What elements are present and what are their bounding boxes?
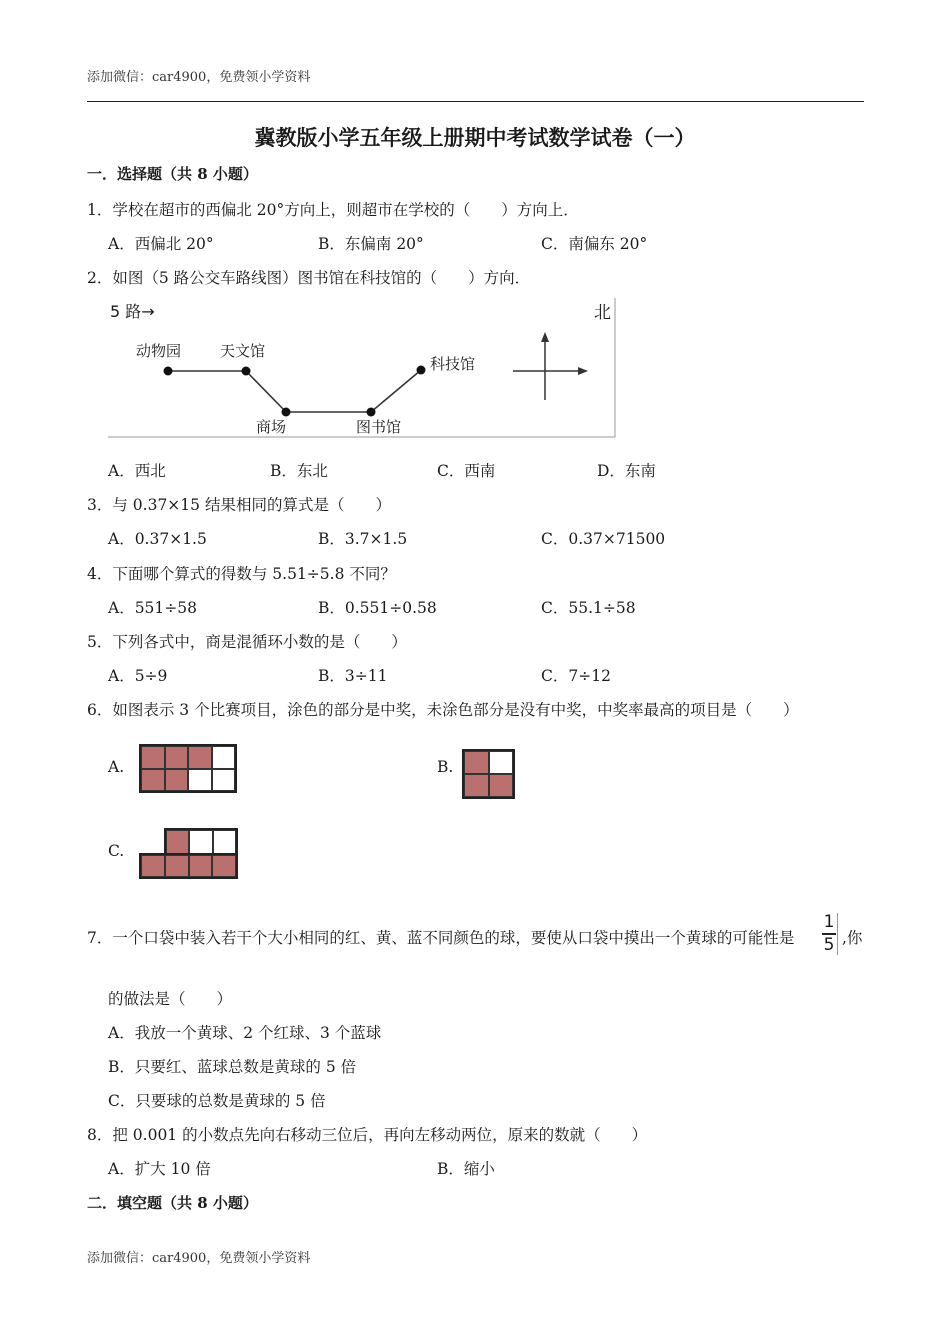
figure-c-cell [166, 830, 189, 855]
figure-a-cell [212, 746, 236, 769]
figure-a-grid [139, 744, 237, 793]
q2-option-c: C．西南 [437, 462, 496, 480]
figure-a-cell [188, 769, 212, 792]
q1-option-c: C．南偏东 20° [541, 235, 648, 253]
question-2: 2．如图（5 路公交车路线图）图书馆在科技馆的（ ）方向． [87, 269, 531, 287]
figure-b-cell [489, 751, 514, 774]
fraction-denominator: 5 [823, 935, 835, 955]
figure-b-cell [464, 751, 489, 774]
figure-c-cell [189, 855, 213, 877]
question-7-tail: ,你 [842, 929, 863, 947]
question-1: 1．学校在超市的西偏北 20°方向上，则超市在学校的（ ）方向上． [87, 201, 579, 219]
figure-a-cell [212, 769, 236, 792]
question-6: 6．如图表示 3 个比赛项目，涂色的部分是中奖，未涂色部分是没有中奖，中奖率最高的项目是（ ） [87, 701, 799, 719]
stop-dot-observatory [242, 367, 251, 376]
figure-c-cell [165, 855, 189, 877]
question-4: 4．下面哪个算式的得数与 5.51÷5.8 不同？ [87, 565, 396, 583]
q3-option-c: C．0.37×71500 [541, 530, 666, 548]
figure-c-cell [212, 855, 236, 877]
q6-option-a: A. [108, 758, 125, 776]
q4-option-a: A．551÷58 [108, 599, 197, 617]
figure-b-cell [464, 774, 489, 797]
q6-option-b: B. [437, 758, 454, 776]
q8-option-a: A．扩大 10 倍 [108, 1160, 211, 1178]
page-footer: 添加微信：car4900，免费领小学资料 [87, 1251, 311, 1266]
q3-option-a: A．0.37×1.5 [108, 530, 207, 548]
q5-option-b: B．3÷11 [318, 667, 388, 685]
q8-option-b: B．缩小 [437, 1160, 495, 1178]
figure-c-cell [189, 830, 212, 855]
q5-option-a: A．5÷9 [108, 667, 168, 685]
question-8: 8．把 0.001 的小数点先向右移动三位后，再向左移动两位，原来的数就（ ） [87, 1126, 648, 1144]
figure-b-cell [489, 774, 514, 797]
stop-label-mall: 商场 [256, 418, 287, 436]
stop-label-science-museum: 科技馆 [430, 355, 476, 373]
stop-label-zoo: 动物园 [136, 342, 182, 360]
q2-option-b: B．东北 [270, 462, 328, 480]
figure-a-cell [188, 746, 212, 769]
question-7: 7．一个口袋中装入若干个大小相同的红、黄、蓝不同颜色的球，要使从口袋中摸出一个黄球的可能性是 [87, 929, 795, 947]
figure-a-cell [141, 746, 165, 769]
section-heading-choice: 一．选择题（共 8 小题） [87, 165, 258, 183]
q1-option-b: B．东偏南 20° [318, 235, 424, 253]
q1-option-a: A．西偏北 20° [108, 235, 214, 253]
q4-option-b: B．0.551÷0.58 [318, 599, 437, 617]
route-label: 5 路→ [110, 302, 155, 321]
header-rule [87, 101, 864, 102]
q7-option-c: C．只要球的总数是黄球的 5 倍 [108, 1092, 326, 1110]
stop-label-observatory: 天文馆 [220, 342, 266, 360]
north-label: 北 [594, 303, 611, 323]
question-7-line2: 的做法是（ ） [108, 990, 233, 1008]
section-heading-fill: 二．填空题（共 8 小题） [87, 1194, 258, 1212]
page-title: 冀教版小学五年级上册期中考试数学试卷（一） [254, 125, 696, 150]
bus-route-map [106, 296, 618, 441]
q4-option-c: C．55.1÷58 [541, 599, 636, 617]
figure-a-cell [165, 746, 189, 769]
figure-c-cell [141, 855, 165, 877]
fraction-numerator: 1 [823, 912, 835, 932]
q5-option-c: C．7÷12 [541, 667, 611, 685]
question-3: 3．与 0.37×15 结果相同的算式是（ ） [87, 496, 391, 514]
q6-option-c: C. [108, 842, 125, 860]
figure-a-cell [141, 769, 165, 792]
figure-c-cell [213, 830, 236, 855]
stop-dot-science-museum [417, 366, 426, 375]
q3-option-b: B．3.7×1.5 [318, 530, 408, 548]
figure-c-shape [139, 828, 239, 880]
figure-b-grid [462, 749, 515, 799]
figure-a-cell [165, 769, 189, 792]
fraction-divider [837, 913, 838, 955]
stop-label-library: 图书馆 [356, 418, 402, 436]
q7-option-a: A．我放一个黄球、2 个红球、3 个蓝球 [108, 1024, 382, 1042]
q7-option-b: B．只要红、蓝球总数是黄球的 5 倍 [108, 1058, 357, 1076]
page-header: 添加微信：car4900，免费领小学资料 [87, 70, 311, 85]
q2-option-a: A．西北 [108, 462, 166, 480]
q2-option-d: D．东南 [597, 462, 656, 480]
question-5: 5．下列各式中，商是混循环小数的是（ ） [87, 633, 407, 651]
stop-dot-zoo [164, 367, 173, 376]
